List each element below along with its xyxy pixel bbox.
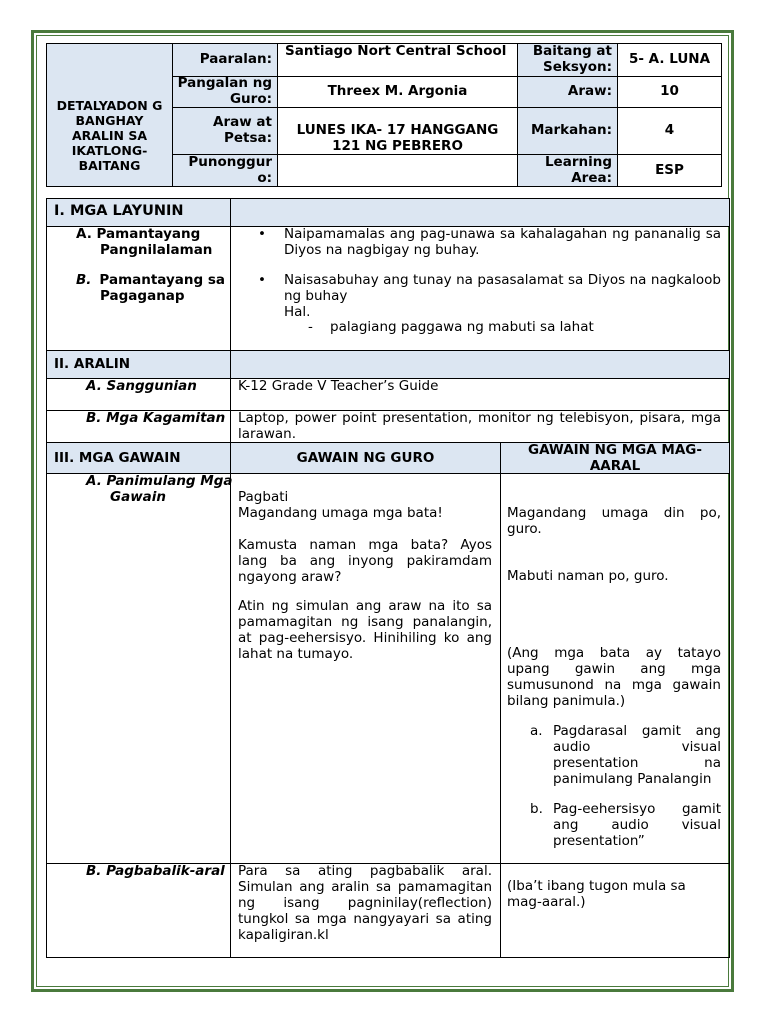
date-label: Araw at Petsa: bbox=[213, 114, 272, 146]
intro-activities-label: A. Panimulang Mga Gawain bbox=[86, 473, 233, 505]
date-value: LUNES IKA- 17 HANGGANG 121 NG PEBRERO bbox=[296, 122, 499, 154]
section-objectives-heading: I. MGA LAYUNIN bbox=[54, 203, 184, 219]
bullet-icon: • bbox=[258, 272, 266, 288]
section-activities-heading: III. MGA GAWAIN bbox=[54, 450, 181, 466]
student-action: (Ang mga bata ay tatayo upang gawin ang mga sumusunond na mga gawain bilang panimula.) bbox=[507, 645, 721, 709]
teacher-instruction: Atin ng simulan ang araw na ito sa pamamagitan ng isang panalangin, at pag-eehersisyo. Hinihiling ko ang lahat na tumayo. bbox=[238, 598, 492, 662]
list-marker-b: b. bbox=[530, 801, 543, 817]
student-review: (Iba’t ibang tugon mula sa mag-aaral.) bbox=[507, 878, 686, 910]
column-teacher-header: GAWAIN NG GURO bbox=[296, 450, 435, 466]
learning-area-value: ESP bbox=[655, 162, 684, 178]
student-reply: Mabuti naman po, guro. bbox=[507, 568, 669, 584]
principal-label: Punonggur o: bbox=[188, 154, 272, 186]
objective-b-label: B. Pamantayang sa Pagaganap bbox=[76, 272, 226, 304]
reference-text: K-12 Grade V Teacher’s Guide bbox=[238, 378, 439, 394]
day-label: Araw: bbox=[567, 83, 612, 99]
teacher-review: Para sa ating pagbabalik aral. Simulan ang aralin sa pamamagitan ng isang pagninilay(reflection) tungkol sa mga nangyayari sa ating kapaligiran.kl bbox=[238, 863, 492, 943]
school-label: Paaralan: bbox=[199, 51, 272, 67]
student-activity-b: Pag-eehersisyo gamit ang audio visual presentation” bbox=[553, 801, 721, 849]
learning-area-label: Learning Area: bbox=[544, 154, 612, 186]
example-text: palagiang paggawa ng mabuti sa lahat bbox=[330, 319, 594, 335]
teacher-question: Kamusta naman mga bata? Ayos lang ba ang inyong pakiramdam ngayong araw? bbox=[238, 537, 492, 585]
grade-section-value: 5- A. LUNA bbox=[628, 51, 711, 67]
day-value: 10 bbox=[660, 83, 679, 99]
list-marker-a: a. bbox=[530, 723, 543, 739]
objective-a-label: A. Pamantayang Pangnilalaman bbox=[76, 226, 213, 258]
example-label: Hal. bbox=[284, 304, 311, 320]
column-student-header: GAWAIN NG MGA MAG-AARAL bbox=[528, 442, 702, 474]
student-activity-a: Pagdarasal gamit ang audio visual presentation na panimulang Panalangin bbox=[553, 723, 721, 787]
section-subject-heading: II. ARALIN bbox=[54, 356, 131, 372]
student-greeting: Magandang umaga din po, guro. bbox=[507, 505, 721, 537]
teacher-label: Pangalan ng Guro: bbox=[177, 75, 272, 107]
grade-section-label: Baitang at Seksyon: bbox=[532, 43, 612, 75]
reference-label: A. Sanggunian bbox=[86, 378, 197, 394]
teacher-greeting-title: Pagbati bbox=[238, 489, 289, 505]
dash-icon: - bbox=[308, 319, 313, 335]
materials-label: B. Mga Kagamitan bbox=[86, 410, 226, 426]
quarter-label: Markahan: bbox=[530, 122, 612, 138]
teacher-greeting: Magandang umaga mga bata! bbox=[238, 505, 443, 521]
review-label: B. Pagbabalik-aral bbox=[86, 863, 225, 879]
teacher-value: Threex M. Argonia bbox=[327, 83, 468, 99]
objective-b-text: Naisasabuhay ang tunay na pasasalamat sa Diyos na nagkaloob ng buhay bbox=[284, 272, 721, 304]
lesson-plan-title: DETALYADON G BANGHAY ARALIN SA IKATLONG-BAITANG bbox=[56, 98, 163, 173]
bullet-icon: • bbox=[258, 226, 266, 242]
quarter-value: 4 bbox=[664, 122, 675, 138]
objective-a-text: Naipamamalas ang pag-unawa sa kahalagahan ng pananalig sa Diyos na nagbigay ng buhay. bbox=[284, 226, 721, 258]
school-value: Santiago Nort Central School bbox=[285, 43, 507, 59]
materials-text: Laptop, power point presentation, monitor ng telebisyon, pisara, mga larawan. bbox=[238, 410, 721, 442]
